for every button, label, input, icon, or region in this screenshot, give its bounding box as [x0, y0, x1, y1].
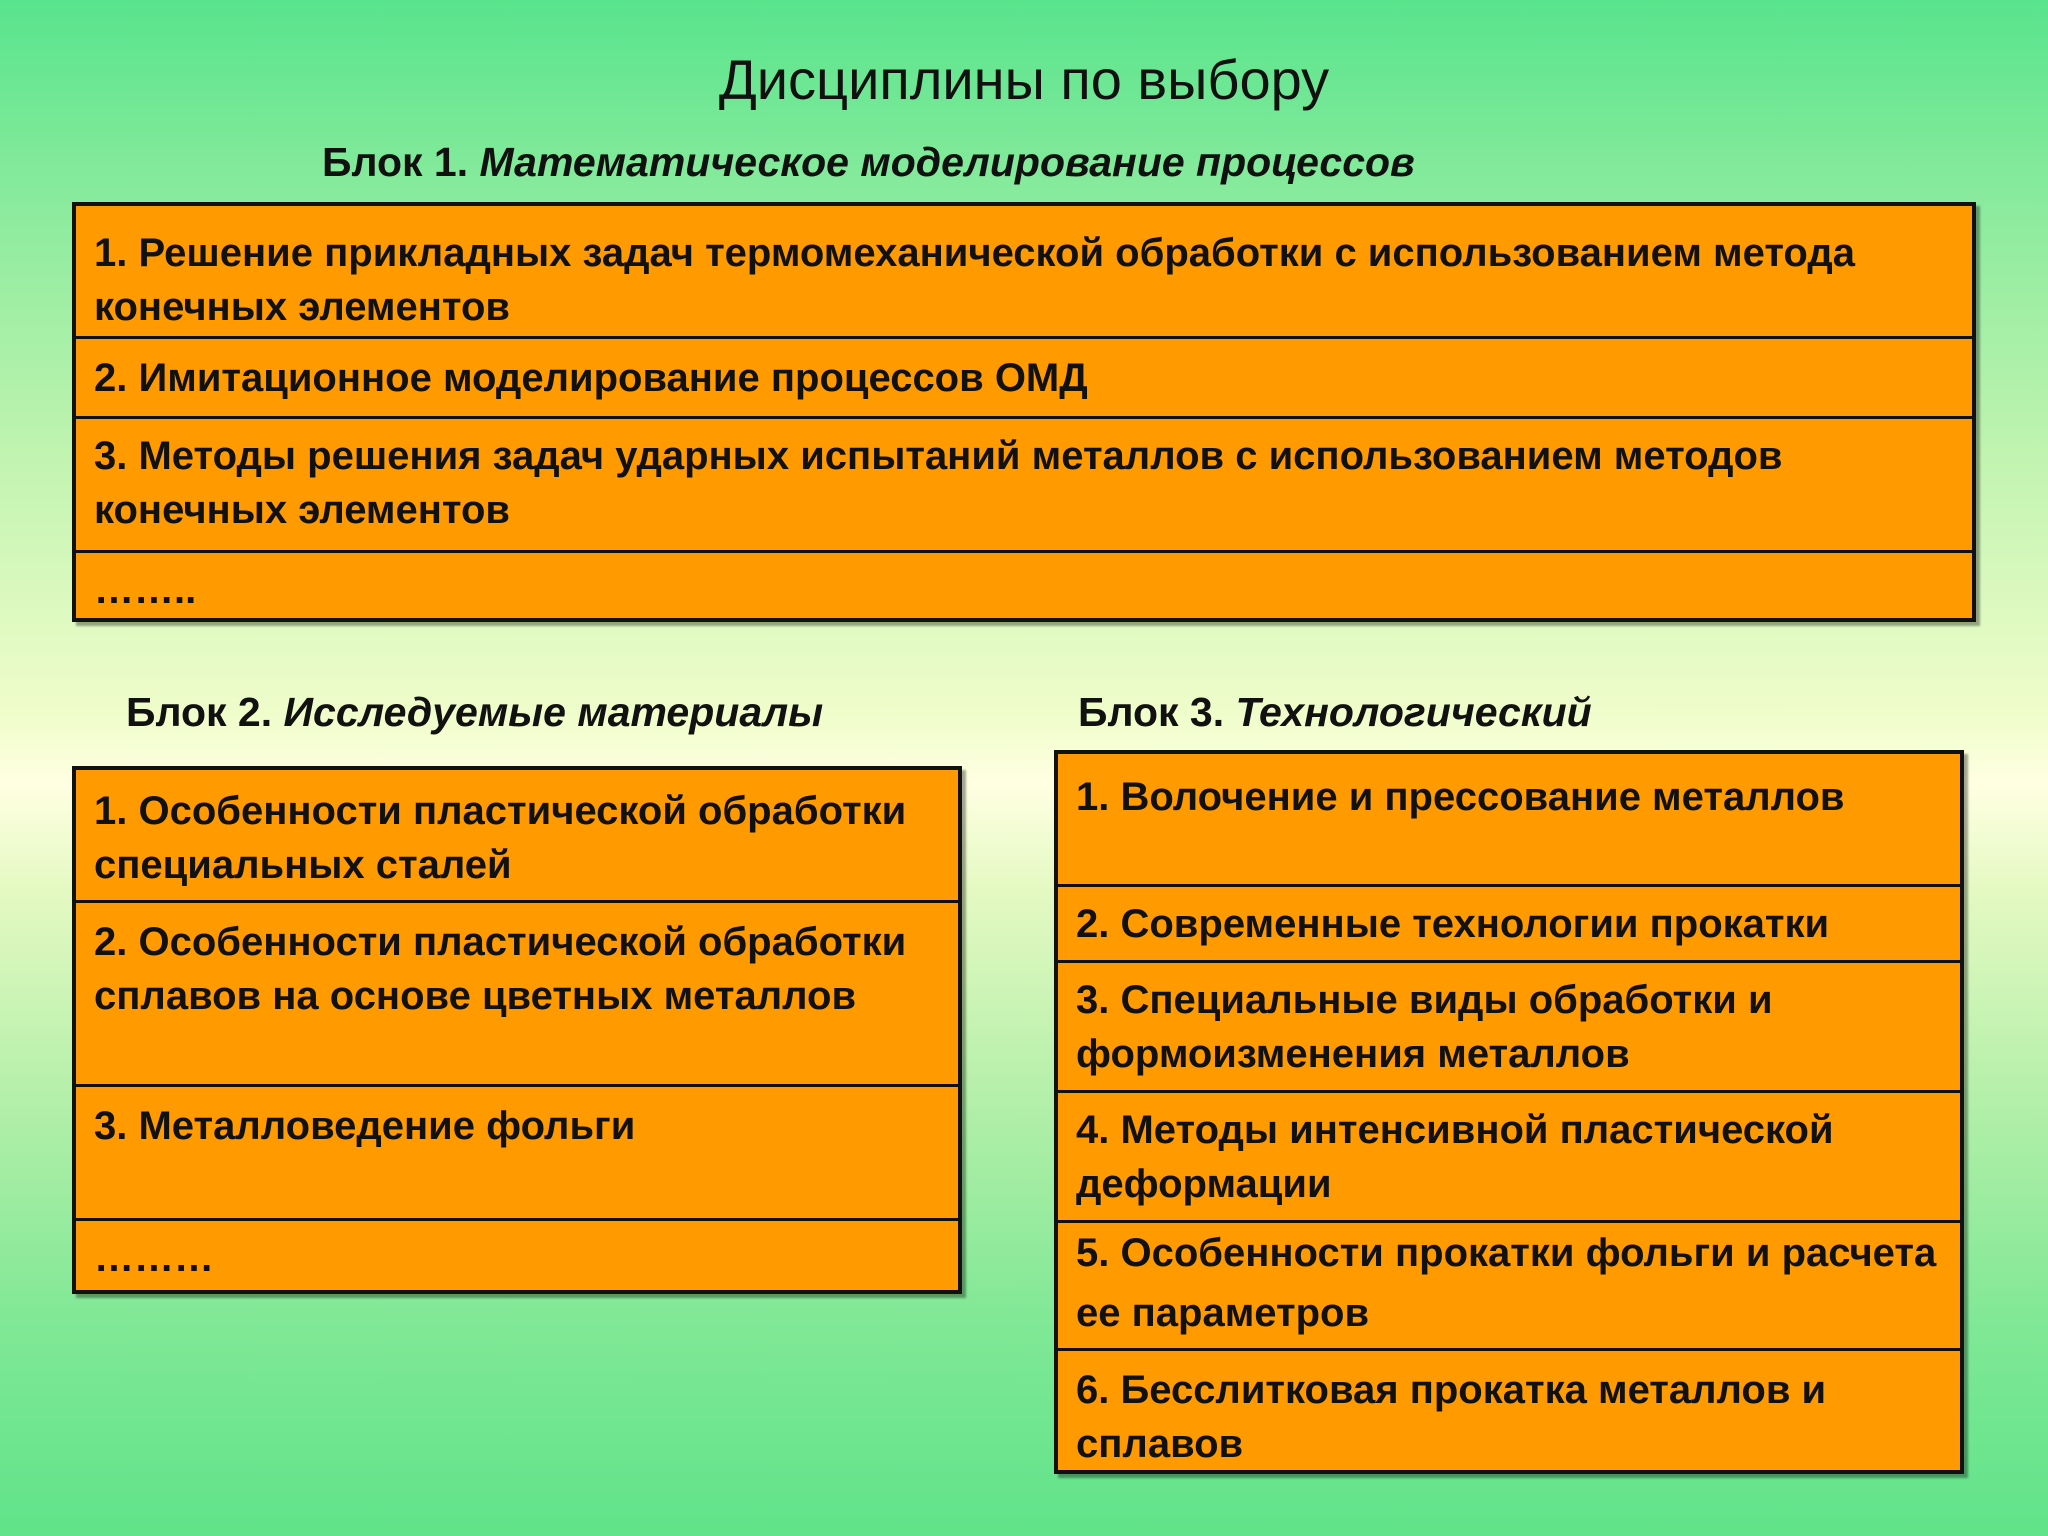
block2-item-1: 1. Особенности пластической обработки специальных сталей: [94, 789, 907, 887]
block1-table: [72, 202, 1976, 622]
block2-label: Блок 2.: [126, 689, 273, 735]
block1-item-3: 3. Методы решения задач ударных испытаний металлов с использованием методов конечных элементов: [76, 416, 1972, 550]
block2-item-4: ………: [76, 1218, 958, 1294]
block2-item-2: 2. Особенности пластической обработки сплавов на основе цветных металлов: [76, 900, 958, 1084]
block3-item-6: 6. Бесслитковая прокатка металлов и сплавов: [1058, 1348, 1960, 1474]
block3-table: [1054, 750, 1964, 1474]
block3-item-2: 2. Современные технологии прокатки: [1058, 884, 1960, 960]
block3-item-4: 4. Методы интенсивной пластической деформации: [1058, 1090, 1960, 1220]
block2-table: [72, 766, 962, 1294]
block2-name: Исследуемые материалы: [283, 689, 824, 735]
block2-item-3: 3. Металловедение фольги: [76, 1084, 958, 1218]
block2-heading: [126, 688, 823, 736]
block3-item-1: 1. Волочение и прессование металлов: [1076, 775, 1845, 819]
block3-item-3: 3. Специальные виды обработки и формоизменения металлов: [1058, 960, 1960, 1090]
page-title: Дисциплины по выбору: [718, 48, 1330, 111]
block1-label: Блок 1.: [322, 139, 469, 185]
block1-item-1: 1. Решение прикладных задач термомеханической обработки с использованием метода конечных элементов: [94, 231, 1855, 329]
block1-item-2: 2. Имитационное моделирование процессов ОМД: [76, 336, 1972, 416]
block1-item-4: ……..: [76, 550, 1972, 622]
block3-name: Технологический: [1235, 689, 1592, 735]
block3-label: Блок 3.: [1078, 689, 1225, 735]
block3-item-5: 5. Особенности прокатки фольги и расчета ее параметров: [1058, 1220, 1960, 1348]
block3-heading: [1078, 688, 1592, 736]
block1-name: Математическое моделирование процессов: [479, 139, 1415, 185]
block1-heading: [322, 138, 1415, 186]
